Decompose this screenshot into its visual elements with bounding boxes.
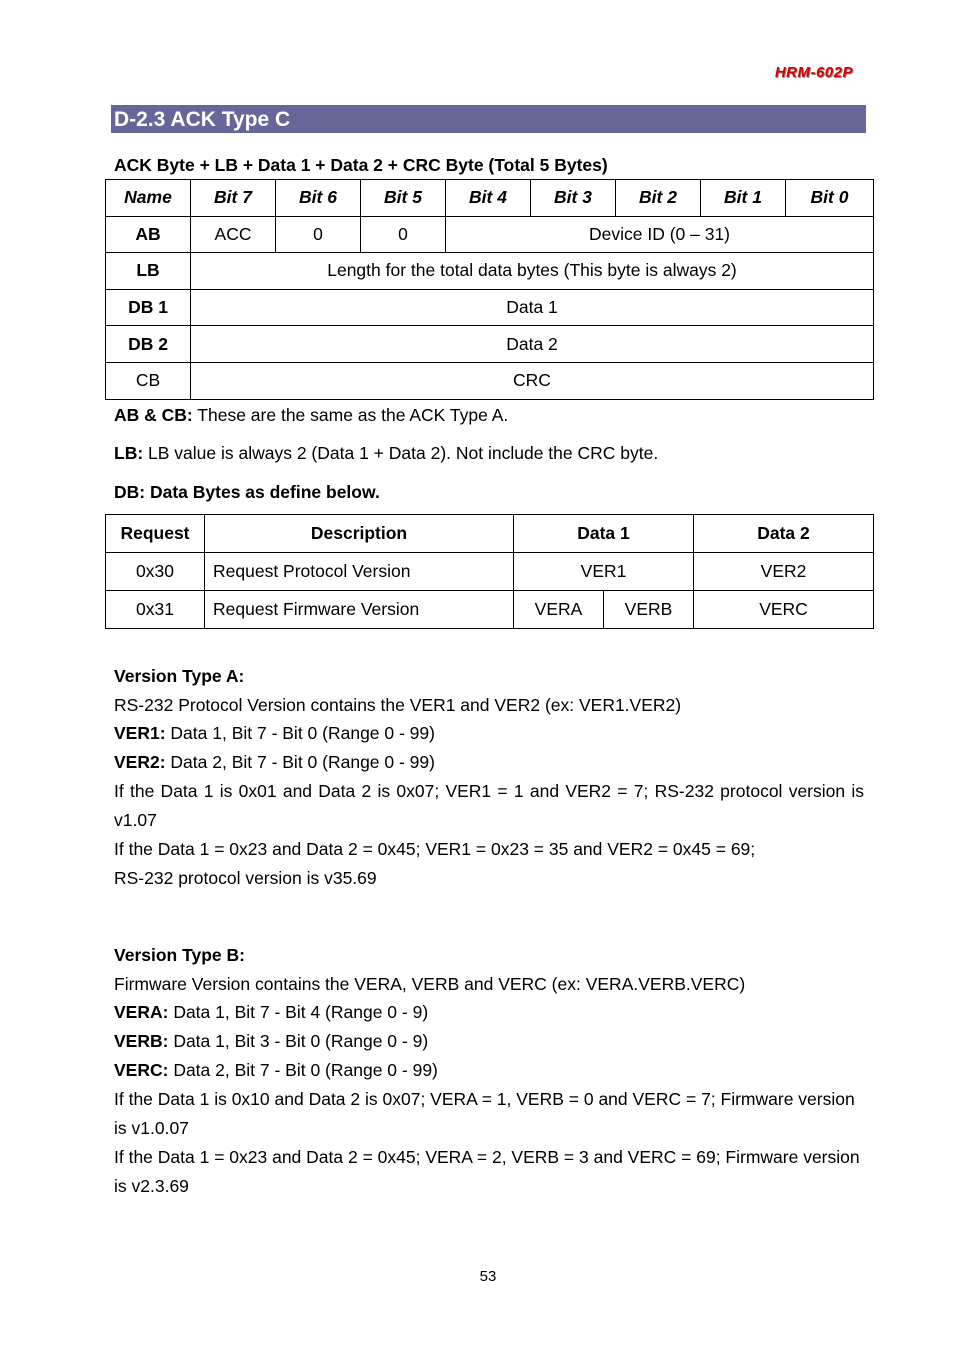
col-description-header: Description [205,515,514,553]
col-name-header: Name [106,180,191,217]
col-bit3-header: Bit 3 [531,180,616,217]
col-data1-header: Data 1 [514,515,694,553]
col-bit4-header: Bit 4 [446,180,531,217]
ver2-text: Data 2, Bit 7 - Bit 0 (Range 0 - 99) [165,752,435,772]
row1-data1: VER1 [514,553,694,591]
table-row [106,362,874,399]
verb-text: Data 1, Bit 3 - Bit 0 (Range 0 - 9) [168,1031,429,1051]
row2-data1-vera: VERA [514,591,604,629]
row-name-lb: LB [106,253,191,290]
note-ab-cb [114,401,864,430]
row-name-db1: DB 1 [106,289,191,326]
row-name-ab: AB [106,216,191,253]
cb-description: CRC [191,362,874,399]
ab-bit6: 0 [276,216,361,253]
note-db-heading: DB: Data Bytes as define below. [114,482,380,502]
table-header-row [106,515,874,553]
table-header-row [106,180,874,217]
ver1-label: VER1: [114,723,166,743]
ver2-label: VER2: [114,752,166,772]
version-a-example1: If the Data 1 is 0x01 and Data 2 is 0x07; VER1 = 1 and VER2 = 7; RS-232 protocol version is v1.07 [114,781,864,830]
table-row [106,326,874,363]
version-a-example2-line2: RS-232 protocol version is v35.69 [114,868,377,888]
ab-bit5: 0 [361,216,446,253]
row1-request: 0x30 [106,553,205,591]
request-table [105,514,874,629]
db2-description: Data 2 [191,326,874,363]
ab-bit7: ACC [191,216,276,253]
verb-label: VERB: [114,1031,169,1051]
col-bit2-header: Bit 2 [616,180,701,217]
verc-text: Data 2, Bit 7 - Bit 0 (Range 0 - 99) [168,1060,438,1080]
version-b-vera [114,998,864,1027]
row1-description: Request Protocol Version [205,553,514,591]
row-name-cb: CB [106,362,191,399]
note-lb-label: LB: [114,443,144,463]
vera-text: Data 1, Bit 7 - Bit 4 (Range 0 - 9) [168,1002,429,1022]
vera-label: VERA: [114,1002,169,1022]
row1-data2: VER2 [694,553,874,591]
col-bit5-header: Bit 5 [361,180,446,217]
note-ab-cb-label: AB & CB: [114,405,193,425]
version-b-heading: Version Type B: [114,945,245,965]
version-a-line1: RS-232 Protocol Version contains the VER1 and VER2 (ex: VER1.VER2) [114,695,682,715]
row2-data1-verb: VERB [604,591,694,629]
version-b-example1: If the Data 1 is 0x10 and Data 2 is 0x07; VERA = 1, VERB = 0 and VERC = 7; Firmware version is v1.0.07 [114,1089,855,1138]
document-header-brand: HRM-602P [774,64,853,81]
table-row [106,216,874,253]
note-lb [114,439,864,468]
packet-format-table [105,179,874,400]
page-number: 53 [479,1268,497,1285]
version-b-verc [114,1056,864,1085]
lb-description: Length for the total data bytes (This byte is always 2) [191,253,874,290]
version-a-ver1 [114,719,864,748]
packet-caption: ACK Byte + LB + Data 1 + Data 2 + CRC Byte (Total 5 Bytes) [114,155,608,175]
section-title: D-2.3 ACK Type C [111,105,866,133]
row-name-db2: DB 2 [106,326,191,363]
col-request-header: Request [106,515,205,553]
version-b-verb [114,1027,864,1056]
version-b-line1: Firmware Version contains the VERA, VERB and VERC (ex: VERA.VERB.VERC) [114,974,746,994]
col-data2-header: Data 2 [694,515,874,553]
note-lb-text: LB value is always 2 (Data 1 + Data 2). Not include the CRC byte. [143,443,659,463]
table-row [106,591,874,629]
table-row [106,289,874,326]
version-a-ver2 [114,748,864,777]
col-bit7-header: Bit 7 [191,180,276,217]
ab-device-id: Device ID (0 – 31) [446,216,874,253]
db1-description: Data 1 [191,289,874,326]
ver1-text: Data 1, Bit 7 - Bit 0 (Range 0 - 99) [165,723,435,743]
row2-request: 0x31 [106,591,205,629]
row2-description: Request Firmware Version [205,591,514,629]
version-a-heading: Version Type A: [114,666,245,686]
version-a-example2-line1: If the Data 1 = 0x23 and Data 2 = 0x45; VER1 = 0x23 = 35 and VER2 = 0x45 = 69; [114,839,756,859]
version-b-example2: If the Data 1 = 0x23 and Data 2 = 0x45; VERA = 2, VERB = 3 and VERC = 69; Firmware version is v2.3.69 [114,1147,860,1196]
table-row [106,553,874,591]
row2-data2: VERC [694,591,874,629]
col-bit1-header: Bit 1 [701,180,786,217]
col-bit0-header: Bit 0 [786,180,874,217]
verc-label: VERC: [114,1060,169,1080]
table-row [106,253,874,290]
note-ab-cb-text: These are the same as the ACK Type A. [192,405,509,425]
col-bit6-header: Bit 6 [276,180,361,217]
